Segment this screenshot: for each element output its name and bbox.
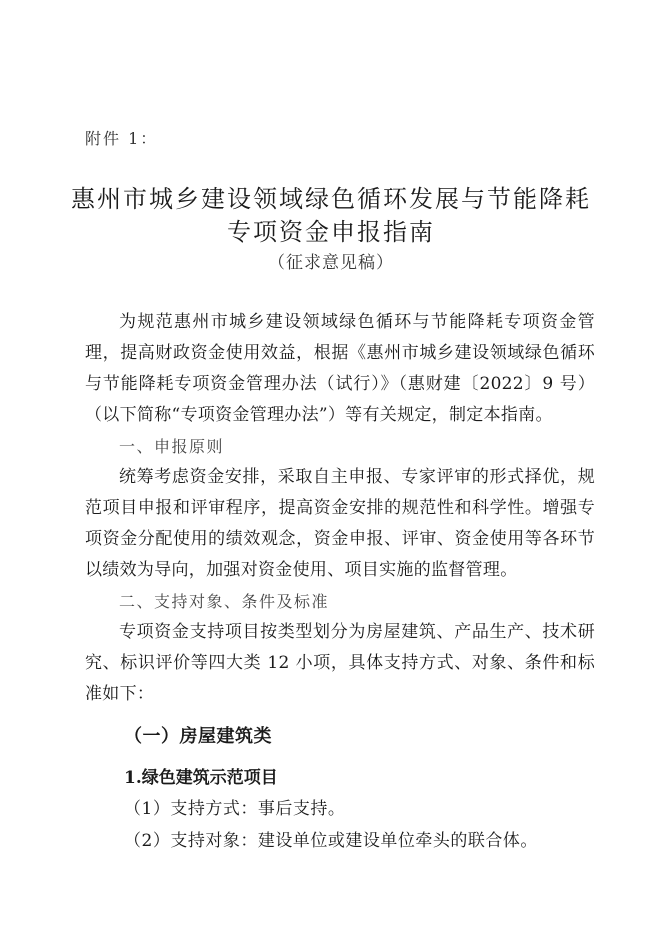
document-title-line-1: 惠州市城乡建设领域绿色循环发展与节能降耗 <box>71 185 591 213</box>
item-heading-green-building: 1.绿色建筑示范项目 <box>124 768 278 788</box>
support-mode-line: （1）支持方式：事后支持。 <box>124 799 346 819</box>
document-title-line-2: 专项资金申报指南 <box>227 218 435 246</box>
document-body <box>85 307 595 710</box>
category-heading-buildings: （一）房屋建筑类 <box>124 726 272 747</box>
document-subtitle: （征求意见稿） <box>268 253 394 273</box>
support-target-line: （2）支持对象：建设单位或建设单位牵头的联合体。 <box>124 831 538 851</box>
section-heading-support: 二、支持对象、条件及标准 <box>119 592 330 611</box>
principles-paragraph: 统筹考虑资金安排，采取自主申报、专家评审的形式择优，规范项目申报和评审程序，提高资金安排的规范性和科学性。增强专项资金分配使用的绩效观念，资金申报、评审、资金使用等各环节以绩效为导向，加强对资金使用、项目实施的监督管理。 <box>85 467 595 580</box>
attachment-label: 附件 1： <box>85 129 159 148</box>
intro-paragraph: 为规范惠州市城乡建设领域绿色循环与节能降耗专项资金管理，提高财政资金使用效益，根据《惠州市城乡建设领域绿色循环与节能降耗专项资金管理办法（试行）》（惠财建〔2022〕9 号）（以下简称“专项资金管理办法”）等有关规定，制定本指南。 <box>85 312 595 425</box>
support-paragraph: 专项资金支持项目按类型划分为房屋建筑、产品生产、技术研究、标识评价等四大类 12 小项，具体支持方式、对象、条件和标准如下： <box>85 622 595 704</box>
section-heading-principles: 一、申报原则 <box>119 437 225 456</box>
